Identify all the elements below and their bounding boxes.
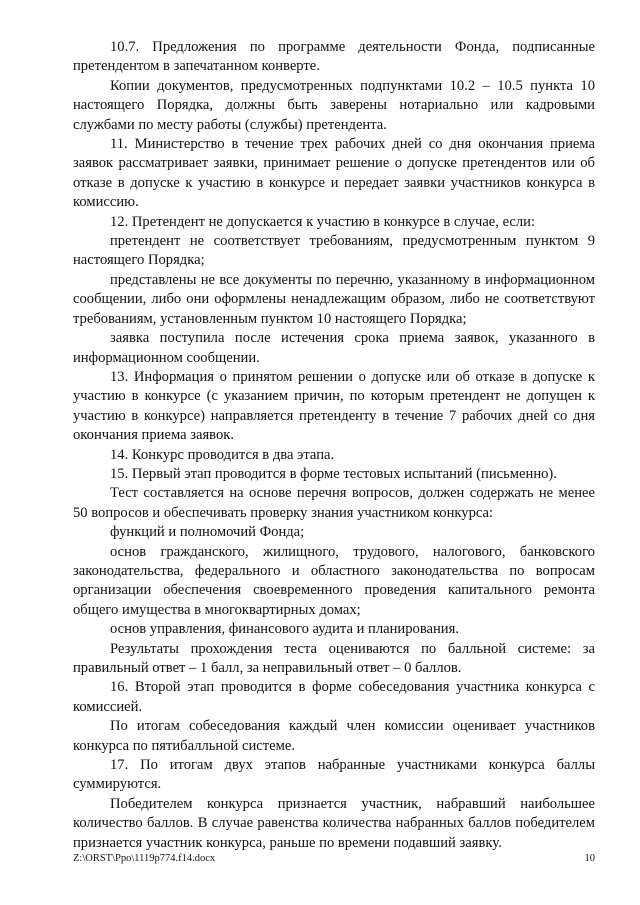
paragraph-17: 17. По итогам двух этапов набранные участниками конкурса баллы суммируются. xyxy=(73,757,595,793)
paragraph-test-scoring: Результаты прохождения теста оцениваются по балльной системе: за правильный ответ – 1 балл, за неправильный ответ – 0 баллов. xyxy=(73,640,595,676)
paragraph-15: 15. Первый этап проводится в форме тестовых испытаний (письменно). xyxy=(110,465,557,482)
paragraph-test-item-2: основ гражданского, жилищного, трудового, налогового, банковского законодательства, федерального и областного законодательства по вопросам организации обеспечения своевременного проведения капитального ремонта общего имущества в многоквартирных домах; xyxy=(73,543,595,618)
paragraph-winner: Победителем конкурса признается участник, набравший наибольшее количество баллов. В случае равенства количества набранных баллов победителем признается участник конкурса, раньше по времени подавший заявку. xyxy=(73,795,595,851)
paragraph-13: 13. Информация о принятом решении о допуске или об отказе в допуске к участию в конкурсе (с указанием причин, по которым претендент не допущен к участию в конкурсе) направляется претенденту в течение 7 рабочих дней со дня окончания приема заявок. xyxy=(73,368,595,444)
paragraph-test-item-3: основ управления, финансового аудита и планирования. xyxy=(110,621,459,638)
paragraph-test-composition: Тест составляется на основе перечня вопросов, должен содержать не менее 50 вопросов и обеспечивать проверку знания участником конкурса: xyxy=(73,485,595,521)
footer-file-path: Z:\ORST\Ppo\1119p774.f14.docx xyxy=(73,853,216,864)
paragraph-12-item-3: заявка поступила после истечения срока приема заявок, указанного в информационном сообщении. xyxy=(73,330,595,366)
paragraph-12: 12. Претендент не допускается к участию в конкурсе в случае, если: xyxy=(110,213,536,230)
page-footer xyxy=(73,852,595,868)
paragraph-12-item-1: претендент не соответствует требованиям, предусмотренным пунктом 9 настоящего Порядка; xyxy=(73,233,595,269)
footer-page-number: 10 xyxy=(584,853,595,864)
paragraph-16: 16. Второй этап проводится в форме собеседования участника конкурса с комиссией. xyxy=(73,679,595,715)
paragraph-test-item-1: функций и полномочий Фонда; xyxy=(110,524,305,541)
paragraph-10-7: 10.7. Предложения по программе деятельности Фонда, подписанные претендентом в запечатанном конверте. xyxy=(73,39,595,75)
paragraph-copies-certification: Копии документов, предусмотренных подпунктами 10.2 – 10.5 пункта 10 настоящего Порядка, должны быть заверены нотариально или кадровыми службами по месту работы (службы) претендента. xyxy=(73,77,595,133)
paragraph-11: 11. Министерство в течение трех рабочих дней со дня окончания приема заявок рассматривает заявки, принимает решение о допуске претендентов или об отказе в допуске к участию в конкурсе и передает заявки участников конкурса в комиссию. xyxy=(73,136,595,211)
paragraph-14: 14. Конкурс проводится в два этапа. xyxy=(110,446,335,463)
document-body xyxy=(73,38,595,853)
paragraph-interview-scoring: По итогам собеседования каждый член комиссии оценивает участников конкурса по пятибалльной системе. xyxy=(73,718,595,754)
paragraph-12-item-2: представлены не все документы по перечню, указанному в информационном сообщении, либо они оформлены ненадлежащим образом, либо не соответствуют требованиям, установленным пунктом 10 настоящего Порядка; xyxy=(73,271,595,327)
